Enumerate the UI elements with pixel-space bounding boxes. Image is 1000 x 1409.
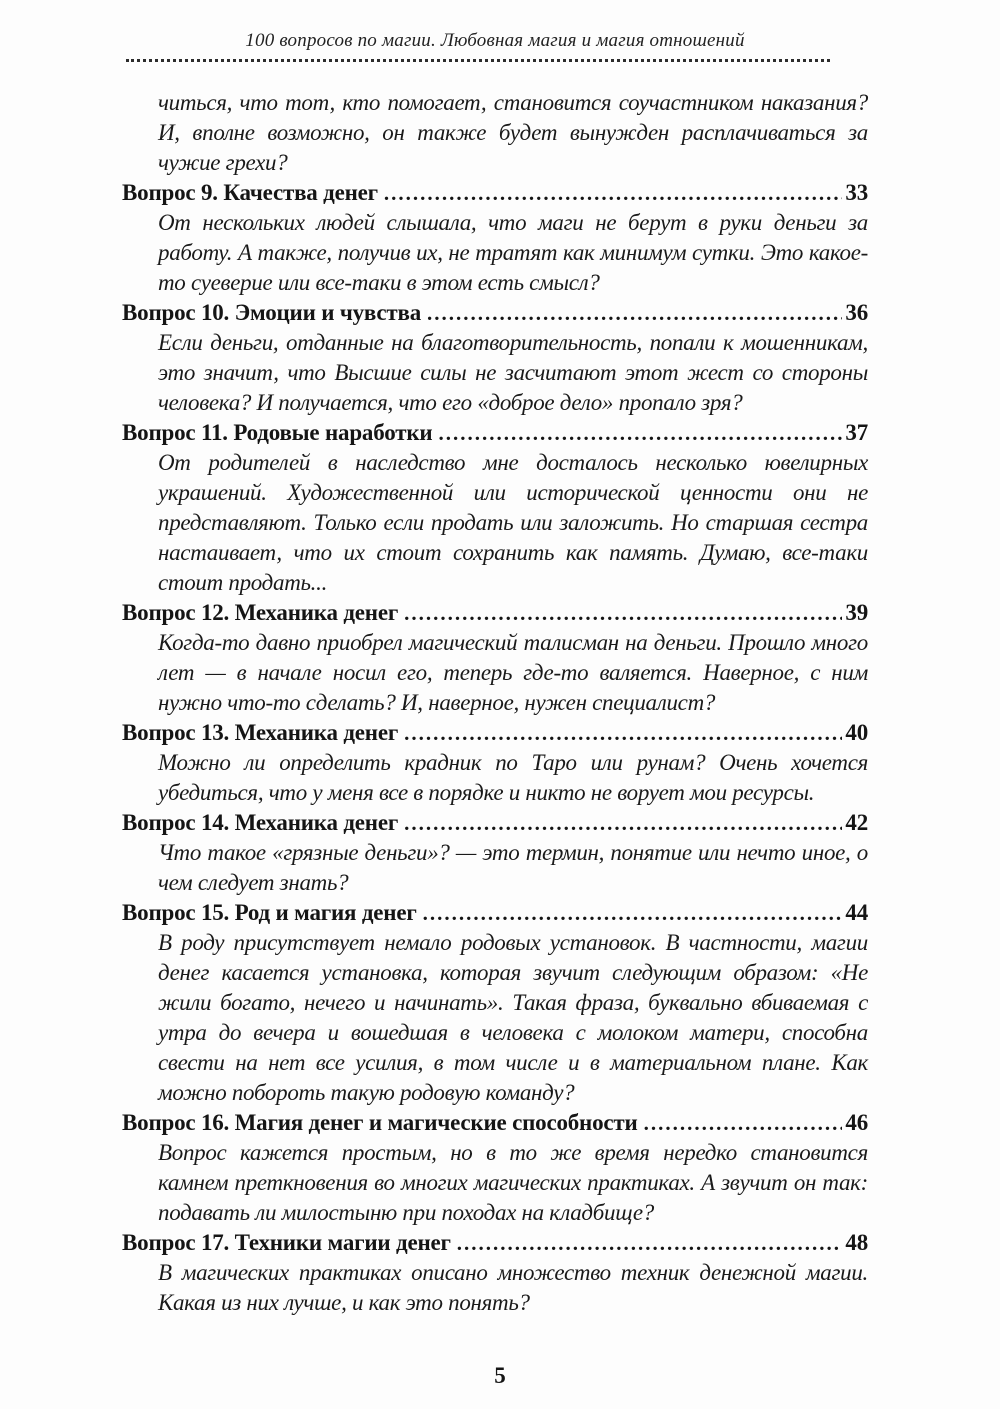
toc-entry-description: Если деньги, отданные на благотворительность, попали к мошенникам, это значит, что Высшие силы не засчитают этот жест со стороны человека? И получается, что его «доброе дело» пропало зря? <box>158 330 868 415</box>
toc-entry-page-number: 46 <box>845 1110 868 1135</box>
table-of-contents <box>122 88 868 1318</box>
toc-entry <box>122 1108 868 1228</box>
toc-entry <box>122 178 868 298</box>
dot-leader <box>404 598 842 628</box>
toc-entry-description: Когда-то давно приобрел магический талисман на деньги. Прошло много лет — в начале носил его, теперь где-то валяется. Наверное, с ним нужно что-то сделать? И, наверное, нужен специалист? <box>158 630 868 715</box>
toc-entry-title: Вопрос 9. Качества денег <box>122 180 378 205</box>
toc-entry <box>122 298 868 418</box>
page-header <box>122 30 868 62</box>
dot-leader <box>644 1108 843 1138</box>
toc-entry <box>122 418 868 598</box>
dot-leader <box>457 1228 843 1258</box>
page-number: 5 <box>494 1363 506 1388</box>
toc-entry-page-number: 33 <box>845 180 868 205</box>
toc-entry-description: Что такое «грязные деньги»? — это термин, понятие или нечто иное, о чем следует знать? <box>158 840 868 895</box>
toc-entry-page-number: 37 <box>845 420 868 445</box>
toc-entry-page-number: 36 <box>845 300 868 325</box>
toc-entry-heading <box>122 598 868 628</box>
toc-entry-title: Вопрос 17. Техники магии денег <box>122 1230 451 1255</box>
toc-entry-page-number: 40 <box>845 720 868 745</box>
dot-leader <box>404 718 842 748</box>
toc-entry <box>122 808 868 898</box>
toc-entry-description: В роду присутствует немало родовых установок. В частности, магии денег касается установка, которая звучит следующим образом: «Не жили богато, нечего и начинать». Такая фраза, буквально вбиваемая с утра до вечера и вошедшая в человека с молоком матери, способна свести на нет все усилия, в том числе и в материальном плане. Как можно побороть такую родовую команду? <box>158 930 868 1105</box>
toc-entry-page-number: 42 <box>845 810 868 835</box>
toc-entry-page-number: 44 <box>845 900 868 925</box>
dot-leader <box>438 418 842 448</box>
header-divider <box>126 59 830 62</box>
toc-entry-title: Вопрос 10. Эмоции и чувства <box>122 300 422 325</box>
running-head: 100 вопросов по магии. Любовная магия и магия отношений <box>245 30 745 51</box>
toc-entry <box>122 898 868 1108</box>
dot-leader <box>404 808 842 838</box>
toc-entry-title: Вопрос 12. Механика денег <box>122 600 399 625</box>
toc-entry-heading <box>122 178 868 208</box>
toc-entry-page-number: 48 <box>845 1230 868 1255</box>
toc-entry-heading <box>122 718 868 748</box>
toc-entry-description: От нескольких людей слышала, что маги не берут в руки деньги за работу. А также, получив их, не тратят как минимум сутки. Это какое-то суеверие или все-таки в этом есть смысл? <box>158 210 868 295</box>
toc-entry <box>122 598 868 718</box>
toc-entry-title: Вопрос 13. Механика денег <box>122 720 399 745</box>
toc-entry-description: Вопрос кажется простым, но в то же время нередко становится камнем преткновения во многих магических практиках. А звучит он так: подавать ли милостыню при походах на кладбище? <box>158 1140 868 1225</box>
toc-entry-heading <box>122 1108 868 1138</box>
dot-leader <box>427 298 842 328</box>
toc-entry-description: Можно ли определить крадник по Таро или рунам? Очень хочется убедиться, что у меня все в порядке и никто не ворует мои ресурсы. <box>158 750 868 805</box>
toc-entry-title: Вопрос 11. Родовые наработки <box>122 420 433 445</box>
toc-entry-heading <box>122 1228 868 1258</box>
dot-leader <box>423 898 843 928</box>
toc-entry-heading <box>122 898 868 928</box>
toc-continuation-text: читься, что тот, кто помогает, становится соучастником наказания? И, вполне возможно, он также будет вынужден расплачиваться за чужие грехи? <box>158 90 868 175</box>
toc-entry-title: Вопрос 14. Механика денег <box>122 810 399 835</box>
toc-entry <box>122 1228 868 1318</box>
toc-entry-page-number: 39 <box>845 600 868 625</box>
toc-entry-heading <box>122 808 868 838</box>
toc-entry-description: От родителей в наследство мне досталось несколько ювелирных украшений. Художественной или исторической ценности они не представляют. Только если продать или заложить. Но старшая сестра настаивает, что их стоит сохранить как память. Думаю, все-таки стоит продать... <box>158 450 868 595</box>
dot-leader <box>384 178 843 208</box>
toc-entry-description: В магических практиках описано множество техник денежной магии. Какая из них лучше, и как это понять? <box>158 1260 868 1315</box>
toc-entry <box>122 718 868 808</box>
toc-entry-heading <box>122 298 868 328</box>
toc-entry-title: Вопрос 16. Магия денег и магические способности <box>122 1110 638 1135</box>
toc-entry-heading <box>122 418 868 448</box>
toc-entry-title: Вопрос 15. Род и магия денег <box>122 900 417 925</box>
